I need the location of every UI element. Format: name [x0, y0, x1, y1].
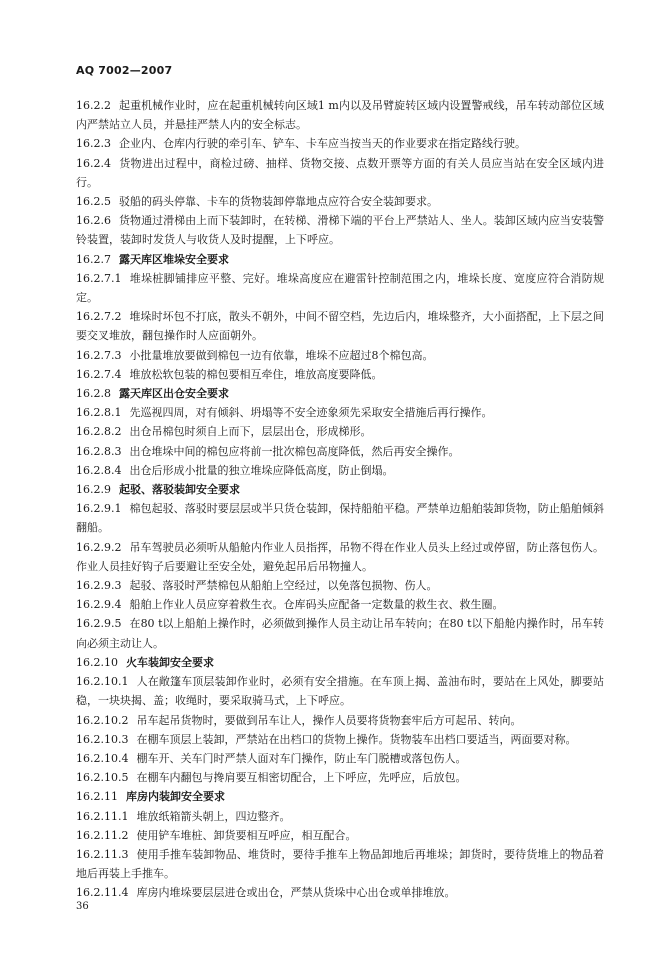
clause-text: 人在敞篷车顶层装卸作业时，必须有安全措施。在车顶上揭、盖油布时，要站在上风处，脚要站稳，一块块揭、盖；收绳时，要采取骑马式，上下呼应。: [76, 675, 604, 708]
clause-paragraph: [76, 269, 604, 307]
clause-number: 16.2.10.1: [76, 675, 129, 689]
clause-number: 16.2.3: [76, 137, 111, 151]
clause-text: 堆垛时坏包不打底，散头不朝外，中间不留空档，先边后内，堆垛整齐，大小面搭配，上下层之间要交叉堆放，翻包操作时人应面朝外。: [76, 310, 604, 343]
clause-number: 16.2.7: [76, 252, 111, 266]
document-body: [76, 96, 604, 903]
page-number: 36: [76, 901, 89, 912]
clause-number: 16.2.10.5: [76, 771, 129, 785]
clause-paragraph: [76, 154, 604, 192]
clause-number: 16.2.11: [76, 790, 118, 804]
clause-text: 堆放松软包装的棉包要相互牵住，堆放高度要降低。: [129, 367, 383, 381]
clause-text: 棚车开、关车门时严禁人面对车门操作，防止车门脱槽或落包伤人。: [136, 751, 467, 765]
clause-paragraph: [76, 403, 604, 422]
section-heading: [76, 250, 604, 269]
clause-number: 16.2.10.3: [76, 732, 129, 746]
clause-number: 16.2.8.3: [76, 444, 122, 458]
clause-number: 16.2.11.3: [76, 847, 129, 861]
clause-number: 16.2.9.3: [76, 579, 122, 593]
clause-paragraph: [76, 96, 604, 134]
clause-paragraph: [76, 768, 604, 787]
clause-text: 驳船的码头停靠、卡车的货物装卸停靠地点应符合安全装卸要求。: [119, 195, 438, 209]
clause-paragraph: [76, 807, 604, 826]
clause-number: 16.2.7.2: [76, 310, 122, 324]
clause-text: 在80 t以上船舶上操作时，必须做到操作人员主动让吊车转向；在80 t以下船舱内操作时，吊车转向必须主动让人。: [76, 617, 604, 650]
clause-text: 货物通过滑梯由上而下装卸时，在转梯、滑梯下端的平台上严禁站人、坐人。装卸区域内应当安装警铃装置，装卸时发货人与收货人及时提醒，上下呼应。: [76, 214, 604, 247]
clause-number: 16.2.11.1: [76, 809, 129, 823]
clause-paragraph: [76, 538, 604, 576]
clause-number: 16.2.6: [76, 214, 111, 228]
clause-text: 库房内堆垛要层层进仓或出仓，严禁从货垛中心出仓或单排堆放。: [136, 886, 456, 900]
clause-number: 16.2.8.4: [76, 463, 122, 477]
clause-paragraph: [76, 134, 604, 153]
clause-number: 16.2.7.4: [76, 367, 122, 381]
clause-text: 货物进出过程中，商检过磅、抽样、货物交接、点数开票等方面的有关人员应当站在安全区域内进行。: [76, 156, 604, 189]
clause-paragraph: [76, 595, 604, 614]
clause-paragraph: [76, 614, 604, 652]
clause-text: 出仓后形成小批量的独立堆垛应降低高度，防止倒塌。: [129, 463, 394, 477]
clause-paragraph: [76, 365, 604, 384]
clause-paragraph: [76, 442, 604, 461]
clause-paragraph: [76, 211, 604, 249]
clause-paragraph: [76, 883, 604, 902]
clause-number: 16.2.11.4: [76, 886, 129, 900]
clause-text: 吊车起吊货物时，要做到吊车让人，操作人员要将货物套牢后方可起吊、转向。: [136, 713, 522, 727]
clause-text: 库房内装卸安全要求: [126, 790, 225, 804]
clause-text: 使用手推车装卸物品、堆货时，要待手推车上物品卸地后再堆垛；卸货时，要待货堆上的物品着地后再装上手推车。: [76, 847, 604, 881]
section-heading: [76, 653, 604, 672]
clause-text: 吊车驾驶员必须听从船舱内作业人员指挥，吊物不得在作业人员头上经过或停留，防止落包伤人。作业人员挂好钩子后要避让至安全处，避免起吊后吊物撞人。: [76, 540, 604, 573]
clause-text: 起驳、落驳装卸安全要求: [119, 483, 240, 497]
clause-paragraph: [76, 192, 604, 211]
clause-number: 16.2.2: [76, 99, 111, 112]
clause-number: 16.2.9.4: [76, 598, 122, 612]
clause-number: 16.2.8: [76, 387, 111, 401]
clause-paragraph: [76, 672, 604, 710]
clause-paragraph: [76, 576, 604, 595]
clause-number: 16.2.8.1: [76, 406, 122, 420]
clause-text: 堆放纸箱箭头朝上，四边整齐。: [136, 809, 291, 823]
clause-paragraph: [76, 730, 604, 749]
clause-text: 火车装卸安全要求: [126, 655, 214, 669]
clause-text: 出仓堆垛中间的棉包应将前一批次棉包高度降低，然后再安全操作。: [129, 444, 460, 458]
section-heading: [76, 480, 604, 499]
clause-number: 16.2.4: [76, 156, 111, 170]
clause-text: 船舶上作业人员应穿着救生衣。仓库码头应配备一定数量的救生衣、救生圈。: [129, 598, 504, 612]
clause-text: 企业内、仓库内行驶的牵引车、铲车、卡车应当按当天的作业要求在指定路线行驶。: [119, 137, 526, 151]
clause-paragraph: [76, 845, 604, 883]
clause-paragraph: [76, 346, 604, 365]
clause-number: 16.2.11.2: [76, 828, 129, 842]
clause-text: 使用铲车堆桩、卸货要相互呼应，相互配合。: [136, 828, 357, 842]
clause-text: 露天库区堆垛安全要求: [119, 252, 229, 266]
clause-number: 16.2.10.4: [76, 751, 129, 765]
clause-paragraph: [76, 826, 604, 845]
clause-paragraph: [76, 461, 604, 480]
clause-text: 在棚车顶层上装卸，严禁站在出档口的货物上操作。货物装车出档口要适当，两面要对称。: [136, 732, 577, 746]
clause-text: 起驳、落驳时严禁棉包从船舶上空经过，以免落包损物、伤人。: [129, 579, 438, 593]
clause-number: 16.2.7.1: [76, 271, 122, 285]
section-heading: [76, 787, 604, 806]
section-heading: [76, 384, 604, 403]
clause-number: 16.2.10.2: [76, 713, 129, 727]
clause-text: 小批量堆放要做到棉包一边有依靠，堆垛不应超过8个棉包高。: [129, 348, 434, 362]
clause-number: 16.2.7.3: [76, 348, 122, 362]
clause-number: 16.2.5: [76, 195, 111, 209]
clause-text: 露天库区出仓安全要求: [119, 387, 229, 401]
clause-text: 先巡视四周，对有倾斜、坍塌等不安全迹象须先采取安全措施后再行操作。: [129, 406, 493, 420]
clause-paragraph: [76, 422, 604, 441]
clause-number: 16.2.9.1: [76, 502, 122, 516]
clause-number: 16.2.9.2: [76, 540, 122, 554]
clause-text: 在棚车内翻包与搀肩要互相密切配合，上下呼应，先呼应，后放包。: [136, 771, 467, 785]
clause-text: 出仓吊棉包时须自上而下，层层出仓，形成梯形。: [129, 425, 372, 439]
clause-number: 16.2.9: [76, 483, 111, 497]
clause-number: 16.2.8.2: [76, 425, 122, 439]
clause-paragraph: [76, 711, 604, 730]
clause-text: 堆垛桩脚铺排应平整、完好。堆垛高度应在避雷针控制范围之内，堆垛长度、宽度应符合消防规定。: [76, 271, 604, 305]
clause-paragraph: [76, 499, 604, 537]
clause-paragraph: [76, 749, 604, 768]
clause-number: 16.2.9.5: [76, 617, 122, 631]
standard-code-header: AQ 7002—2007: [76, 64, 173, 77]
clause-paragraph: [76, 307, 604, 345]
clause-text: 起重机械作业时，应在起重机械转向区域1 m内以及吊臂旋转区域内设置警戒线，吊车转动部位区域内严禁站立人员，并悬挂严禁人内的安全标志。: [76, 99, 604, 132]
clause-number: 16.2.10: [76, 655, 118, 669]
clause-text: 棉包起驳、落驳时要层层或半只货仓装卸，保持船舶平稳。严禁单边船舶装卸货物，防止船舶倾斜翻船。: [76, 502, 604, 535]
